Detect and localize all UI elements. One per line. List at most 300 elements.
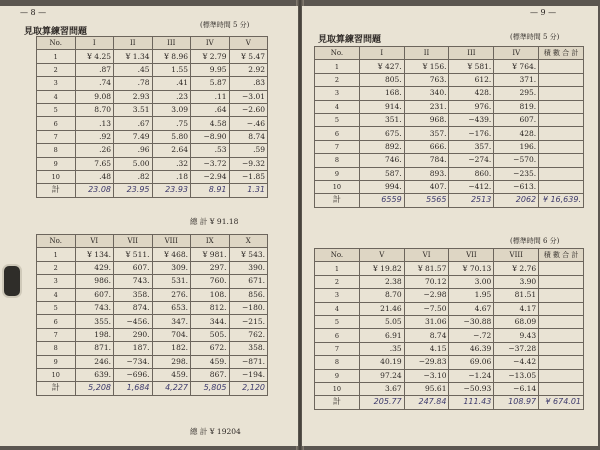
column-header: I <box>75 37 114 50</box>
table-cell: 2.64 <box>152 144 191 157</box>
practice-table-1 <box>36 36 268 198</box>
table-cell: 5.00 <box>114 157 153 170</box>
column-header-no: No. <box>37 235 76 248</box>
table-cell: 168. <box>359 87 404 100</box>
table-cell <box>539 87 584 100</box>
table-row <box>315 180 584 193</box>
table-cell: −29.83 <box>404 356 449 369</box>
table-cell: 3.67 <box>359 382 404 395</box>
table-cell <box>539 342 584 355</box>
time-note: (標準時間 5 分) <box>510 33 560 41</box>
table-cell: 297. <box>191 261 230 274</box>
table-cell: .26 <box>75 144 114 157</box>
table-cell: .35 <box>359 342 404 355</box>
handwritten-total: 5,208 <box>75 382 114 395</box>
table-cell: −1.85 <box>229 170 268 183</box>
table-cell: 358. <box>229 342 268 355</box>
table-cell: 4.67 <box>449 302 494 315</box>
practice-table-2 <box>36 234 268 396</box>
total-row <box>315 396 584 409</box>
table-cell: 812. <box>191 301 230 314</box>
table-cell: .67 <box>114 117 153 130</box>
row-number: 4 <box>37 288 76 301</box>
table-cell: 3.00 <box>449 275 494 288</box>
table-cell: 40.19 <box>359 356 404 369</box>
handwritten-total: 8.91 <box>191 184 230 197</box>
handwritten-total: 247.84 <box>404 396 449 409</box>
table-cell: ¥ 2.79 <box>191 50 230 63</box>
handwritten-total: 1.31 <box>229 184 268 197</box>
header-row <box>315 249 584 262</box>
table-cell: 1.95 <box>449 289 494 302</box>
table-row <box>315 87 584 100</box>
table-cell: .92 <box>75 130 114 143</box>
table-row <box>37 103 268 116</box>
table-cell: ¥ 427. <box>359 60 404 73</box>
row-number: 8 <box>315 154 360 167</box>
table-cell: 351. <box>359 113 404 126</box>
table-cell: 743. <box>114 275 153 288</box>
table-row <box>37 301 268 314</box>
row-number: 5 <box>315 113 360 126</box>
column-header: II <box>404 47 449 60</box>
table-cell: 819. <box>494 100 539 113</box>
row-number: 7 <box>315 140 360 153</box>
handwritten-total: 205.77 <box>359 396 404 409</box>
table-cell: 994. <box>359 180 404 193</box>
handwritten-total: ¥ 16,639. <box>539 194 584 207</box>
row-number: 6 <box>315 329 360 342</box>
total-row <box>37 382 268 395</box>
table-cell: −4.42 <box>494 356 539 369</box>
table-cell: ¥ 134. <box>75 248 114 261</box>
table-cell: −274. <box>449 154 494 167</box>
table-cell: 653. <box>152 301 191 314</box>
table-cell <box>539 113 584 126</box>
grand-total-value: ¥ 91.18 <box>209 217 239 226</box>
row-number: 10 <box>37 170 76 183</box>
grand-total-2 <box>190 426 241 437</box>
table-cell: −2.94 <box>191 170 230 183</box>
practice-table-4 <box>314 248 584 410</box>
row-number: 7 <box>37 328 76 341</box>
column-header: VII <box>114 235 153 248</box>
table-row <box>37 170 268 183</box>
table-row <box>315 356 584 369</box>
column-header: V <box>229 37 268 50</box>
handwritten-total: 6559 <box>359 194 404 207</box>
table-cell: 371. <box>494 73 539 86</box>
table-cell <box>539 275 584 288</box>
table-cell: 743. <box>75 301 114 314</box>
table-row <box>37 50 268 63</box>
total-label: 計 <box>37 382 76 395</box>
row-number: 10 <box>37 368 76 381</box>
grand-total <box>190 216 238 227</box>
table-cell: 355. <box>75 315 114 328</box>
table-cell: 7.65 <box>75 157 114 170</box>
table-cell: ¥ 581. <box>449 60 494 73</box>
table-row <box>37 63 268 76</box>
total-label: 計 <box>315 396 360 409</box>
table-cell: 760. <box>191 275 230 288</box>
column-header: VIII <box>152 235 191 248</box>
handwritten-total: 111.43 <box>449 396 494 409</box>
table-cell: 968. <box>404 113 449 126</box>
handwritten-total: 23.08 <box>75 184 114 197</box>
table-cell: −3.72 <box>191 157 230 170</box>
row-number: 5 <box>37 301 76 314</box>
table-cell: 671. <box>229 275 268 288</box>
table-cell: 505. <box>191 328 230 341</box>
table-cell <box>539 329 584 342</box>
table-cell: −570. <box>494 154 539 167</box>
table-cell: −3.10 <box>404 369 449 382</box>
page-number: — 8 — <box>20 8 47 17</box>
table-cell: 68.09 <box>494 315 539 328</box>
row-number: 2 <box>315 73 360 86</box>
handwritten-total: 23.93 <box>152 184 191 197</box>
table-cell: 46.39 <box>449 342 494 355</box>
table-row <box>315 329 584 342</box>
row-number: 9 <box>315 167 360 180</box>
table-cell: 344. <box>191 315 230 328</box>
table-cell: 3.09 <box>152 103 191 116</box>
table-cell: 5.80 <box>152 130 191 143</box>
table-cell: 7.49 <box>114 130 153 143</box>
handwritten-total: 5565 <box>404 194 449 207</box>
time-note-2: (標準時間 6 分) <box>510 237 560 245</box>
column-header: II <box>114 37 153 50</box>
table-row <box>315 315 584 328</box>
grand-total-label: 總 計 <box>190 217 208 226</box>
table-cell: 612. <box>449 73 494 86</box>
table-cell: 357. <box>404 127 449 140</box>
table-row <box>37 261 268 274</box>
table-cell: ¥ 70.13 <box>449 262 494 275</box>
row-number: 10 <box>315 382 360 395</box>
table-cell: 607. <box>494 113 539 126</box>
table-cell: 871. <box>75 342 114 355</box>
handwritten-total: 4,227 <box>152 382 191 395</box>
table-cell: −.72 <box>449 329 494 342</box>
handwritten-total: 23.95 <box>114 184 153 197</box>
table-cell: 704. <box>152 328 191 341</box>
table-row <box>37 117 268 130</box>
column-header: 積 數 合 計 <box>539 47 584 60</box>
table-cell: 666. <box>404 140 449 153</box>
table-cell: 914. <box>359 100 404 113</box>
section-title: 見取算練習問題 <box>318 35 382 45</box>
table-cell: 763. <box>404 73 449 86</box>
practice-table-3 <box>314 46 584 208</box>
table-cell: .41 <box>152 77 191 90</box>
table-cell: 340. <box>404 87 449 100</box>
row-number: 7 <box>37 130 76 143</box>
handwritten-total: 2,120 <box>229 382 268 395</box>
row-number: 9 <box>315 369 360 382</box>
row-number: 5 <box>37 103 76 116</box>
table-cell: ¥ 511. <box>114 248 153 261</box>
table-row <box>37 342 268 355</box>
table-cell: 5.87 <box>191 77 230 90</box>
table-cell <box>539 289 584 302</box>
table-cell: −215. <box>229 315 268 328</box>
row-number: 8 <box>37 144 76 157</box>
table-row <box>315 154 584 167</box>
table-cell <box>539 356 584 369</box>
column-header: VIII <box>494 249 539 262</box>
table-cell: .96 <box>114 144 153 157</box>
table-cell: 95.61 <box>404 382 449 395</box>
table-cell: −176. <box>449 127 494 140</box>
table-cell: .78 <box>114 77 153 90</box>
row-number: 4 <box>315 100 360 113</box>
table-row <box>315 275 584 288</box>
table-row <box>315 167 584 180</box>
row-number: 8 <box>37 342 76 355</box>
table-cell: ¥ 543. <box>229 248 268 261</box>
table-cell: −3.01 <box>229 90 268 103</box>
table-row <box>37 288 268 301</box>
table-cell <box>539 60 584 73</box>
total-label: 計 <box>315 194 360 207</box>
column-header: 積 數 合 計 <box>539 249 584 262</box>
grand-total-label: 總 計 <box>190 427 208 436</box>
table-cell: 531. <box>152 275 191 288</box>
grand-total-value: ¥ 19204 <box>209 427 241 436</box>
table-cell <box>539 369 584 382</box>
table-cell: 70.12 <box>404 275 449 288</box>
table-cell: 21.46 <box>359 302 404 315</box>
table-cell: 428. <box>494 127 539 140</box>
column-header-no: No. <box>315 249 360 262</box>
table-cell: −37.28 <box>494 342 539 355</box>
table-cell <box>539 180 584 193</box>
handwritten-total: 2513 <box>449 194 494 207</box>
table-cell: 976. <box>449 100 494 113</box>
table-row <box>315 140 584 153</box>
row-number: 1 <box>37 50 76 63</box>
table-cell: .87 <box>75 63 114 76</box>
column-header-no: No. <box>315 47 360 60</box>
table-cell: 428. <box>449 87 494 100</box>
table-cell: 198. <box>75 328 114 341</box>
table-cell: 893. <box>404 167 449 180</box>
left-page <box>0 6 298 446</box>
table-cell <box>539 315 584 328</box>
table-cell: ¥ 468. <box>152 248 191 261</box>
table-cell: .64 <box>191 103 230 116</box>
column-header: IX <box>191 235 230 248</box>
table-cell: ¥ 1.34 <box>114 50 153 63</box>
row-number: 4 <box>315 302 360 315</box>
table-cell: −456. <box>114 315 153 328</box>
section-title: 見取算練習問題 <box>24 27 88 37</box>
table-cell <box>539 73 584 86</box>
column-header: IV <box>494 47 539 60</box>
table-row <box>37 355 268 368</box>
table-cell: 1.55 <box>152 63 191 76</box>
table-row <box>37 248 268 261</box>
table-cell: 358. <box>114 288 153 301</box>
table-cell: ¥ 19.82 <box>359 262 404 275</box>
table-cell: 31.06 <box>404 315 449 328</box>
table-row <box>37 315 268 328</box>
table-cell: 860. <box>449 167 494 180</box>
row-number: 2 <box>37 261 76 274</box>
table-cell: .13 <box>75 117 114 130</box>
table-cell: 867. <box>191 368 230 381</box>
row-number: 3 <box>315 289 360 302</box>
table-cell: ¥ 764. <box>494 60 539 73</box>
table-cell <box>539 100 584 113</box>
table-cell: 8.74 <box>404 329 449 342</box>
table-cell: −13.05 <box>494 369 539 382</box>
column-header: III <box>152 37 191 50</box>
table-cell: .32 <box>152 157 191 170</box>
table-row <box>315 113 584 126</box>
table-cell: 290. <box>114 328 153 341</box>
table-cell: −6.14 <box>494 382 539 395</box>
table-cell: 231. <box>404 100 449 113</box>
table-cell <box>539 154 584 167</box>
table-cell: −180. <box>229 301 268 314</box>
table-cell: 276. <box>152 288 191 301</box>
header-row <box>37 37 268 50</box>
row-number: 9 <box>37 355 76 368</box>
table-cell: −696. <box>114 368 153 381</box>
table-row <box>37 130 268 143</box>
page-number: — 9 — <box>530 8 557 17</box>
table-cell: 9.08 <box>75 90 114 103</box>
total-label: 計 <box>37 184 76 197</box>
table-cell: 874. <box>114 301 153 314</box>
table-cell: .23 <box>152 90 191 103</box>
table-cell: 805. <box>359 73 404 86</box>
table-row <box>315 289 584 302</box>
table-cell: −871. <box>229 355 268 368</box>
table-cell: ¥ 8.96 <box>152 50 191 63</box>
time-note: (標準時間 5 分) <box>200 21 250 29</box>
table-cell: 639. <box>75 368 114 381</box>
table-cell: 4.17 <box>494 302 539 315</box>
row-number: 10 <box>315 180 360 193</box>
column-header: VI <box>75 235 114 248</box>
table-cell: 672. <box>191 342 230 355</box>
table-cell: 108. <box>191 288 230 301</box>
table-cell: 762. <box>229 328 268 341</box>
table-cell: 587. <box>359 167 404 180</box>
table-cell: 182. <box>152 342 191 355</box>
table-cell: 390. <box>229 261 268 274</box>
table-cell: 196. <box>494 140 539 153</box>
table-cell: 429. <box>75 261 114 274</box>
table-cell: .74 <box>75 77 114 90</box>
table-cell: −439. <box>449 113 494 126</box>
table-cell: 784. <box>404 154 449 167</box>
table-cell <box>539 140 584 153</box>
table-cell: 309. <box>152 261 191 274</box>
table-cell: −2.60 <box>229 103 268 116</box>
row-number: 1 <box>315 60 360 73</box>
table-cell: 4.58 <box>191 117 230 130</box>
table-cell: 347. <box>152 315 191 328</box>
table-cell: 459. <box>152 368 191 381</box>
table-cell: −9.32 <box>229 157 268 170</box>
table-cell: −50.93 <box>449 382 494 395</box>
handwritten-total: 108.97 <box>494 396 539 409</box>
table-cell: ¥ 5.47 <box>229 50 268 63</box>
table-cell: 9.43 <box>494 329 539 342</box>
table-cell: −235. <box>494 167 539 180</box>
row-number: 6 <box>37 315 76 328</box>
table-cell <box>539 382 584 395</box>
table-cell: −194. <box>229 368 268 381</box>
table-cell: 856. <box>229 288 268 301</box>
table-cell: −7.50 <box>404 302 449 315</box>
table-row <box>315 302 584 315</box>
column-header: III <box>449 47 494 60</box>
table-cell: 298. <box>152 355 191 368</box>
table-cell: 6.91 <box>359 329 404 342</box>
row-number: 2 <box>37 63 76 76</box>
handwritten-total: ¥ 674.01 <box>539 396 584 409</box>
table-cell: 746. <box>359 154 404 167</box>
table-cell: .82 <box>114 170 153 183</box>
table-row <box>37 368 268 381</box>
table-cell: −8.90 <box>191 130 230 143</box>
table-row <box>37 157 268 170</box>
header-row <box>37 235 268 248</box>
right-page <box>302 6 598 446</box>
table-cell: .83 <box>229 77 268 90</box>
table-cell: 8.70 <box>359 289 404 302</box>
table-cell: 675. <box>359 127 404 140</box>
header-row <box>315 47 584 60</box>
table-cell: 2.38 <box>359 275 404 288</box>
table-cell: 3.51 <box>114 103 153 116</box>
table-cell: 4.15 <box>404 342 449 355</box>
table-cell <box>539 302 584 315</box>
table-cell: ¥ 156. <box>404 60 449 73</box>
table-cell: .11 <box>191 90 230 103</box>
row-number: 3 <box>315 87 360 100</box>
table-row <box>315 262 584 275</box>
table-row <box>315 127 584 140</box>
table-cell <box>539 127 584 140</box>
table-cell: −1.24 <box>449 369 494 382</box>
table-cell: ¥ 4.25 <box>75 50 114 63</box>
row-number: 9 <box>37 157 76 170</box>
table-cell: 187. <box>114 342 153 355</box>
row-number: 5 <box>315 315 360 328</box>
table-row <box>315 73 584 86</box>
table-cell: ¥ 2.76 <box>494 262 539 275</box>
table-row <box>315 382 584 395</box>
table-row <box>37 328 268 341</box>
column-header: V <box>359 249 404 262</box>
table-cell: 9.95 <box>191 63 230 76</box>
table-row <box>37 144 268 157</box>
table-cell <box>539 262 584 275</box>
table-cell: 2.93 <box>114 90 153 103</box>
table-cell: 69.06 <box>449 356 494 369</box>
table-cell: 986. <box>75 275 114 288</box>
table-cell: 2.92 <box>229 63 268 76</box>
table-cell: 81.51 <box>494 289 539 302</box>
table-cell: −613. <box>494 180 539 193</box>
